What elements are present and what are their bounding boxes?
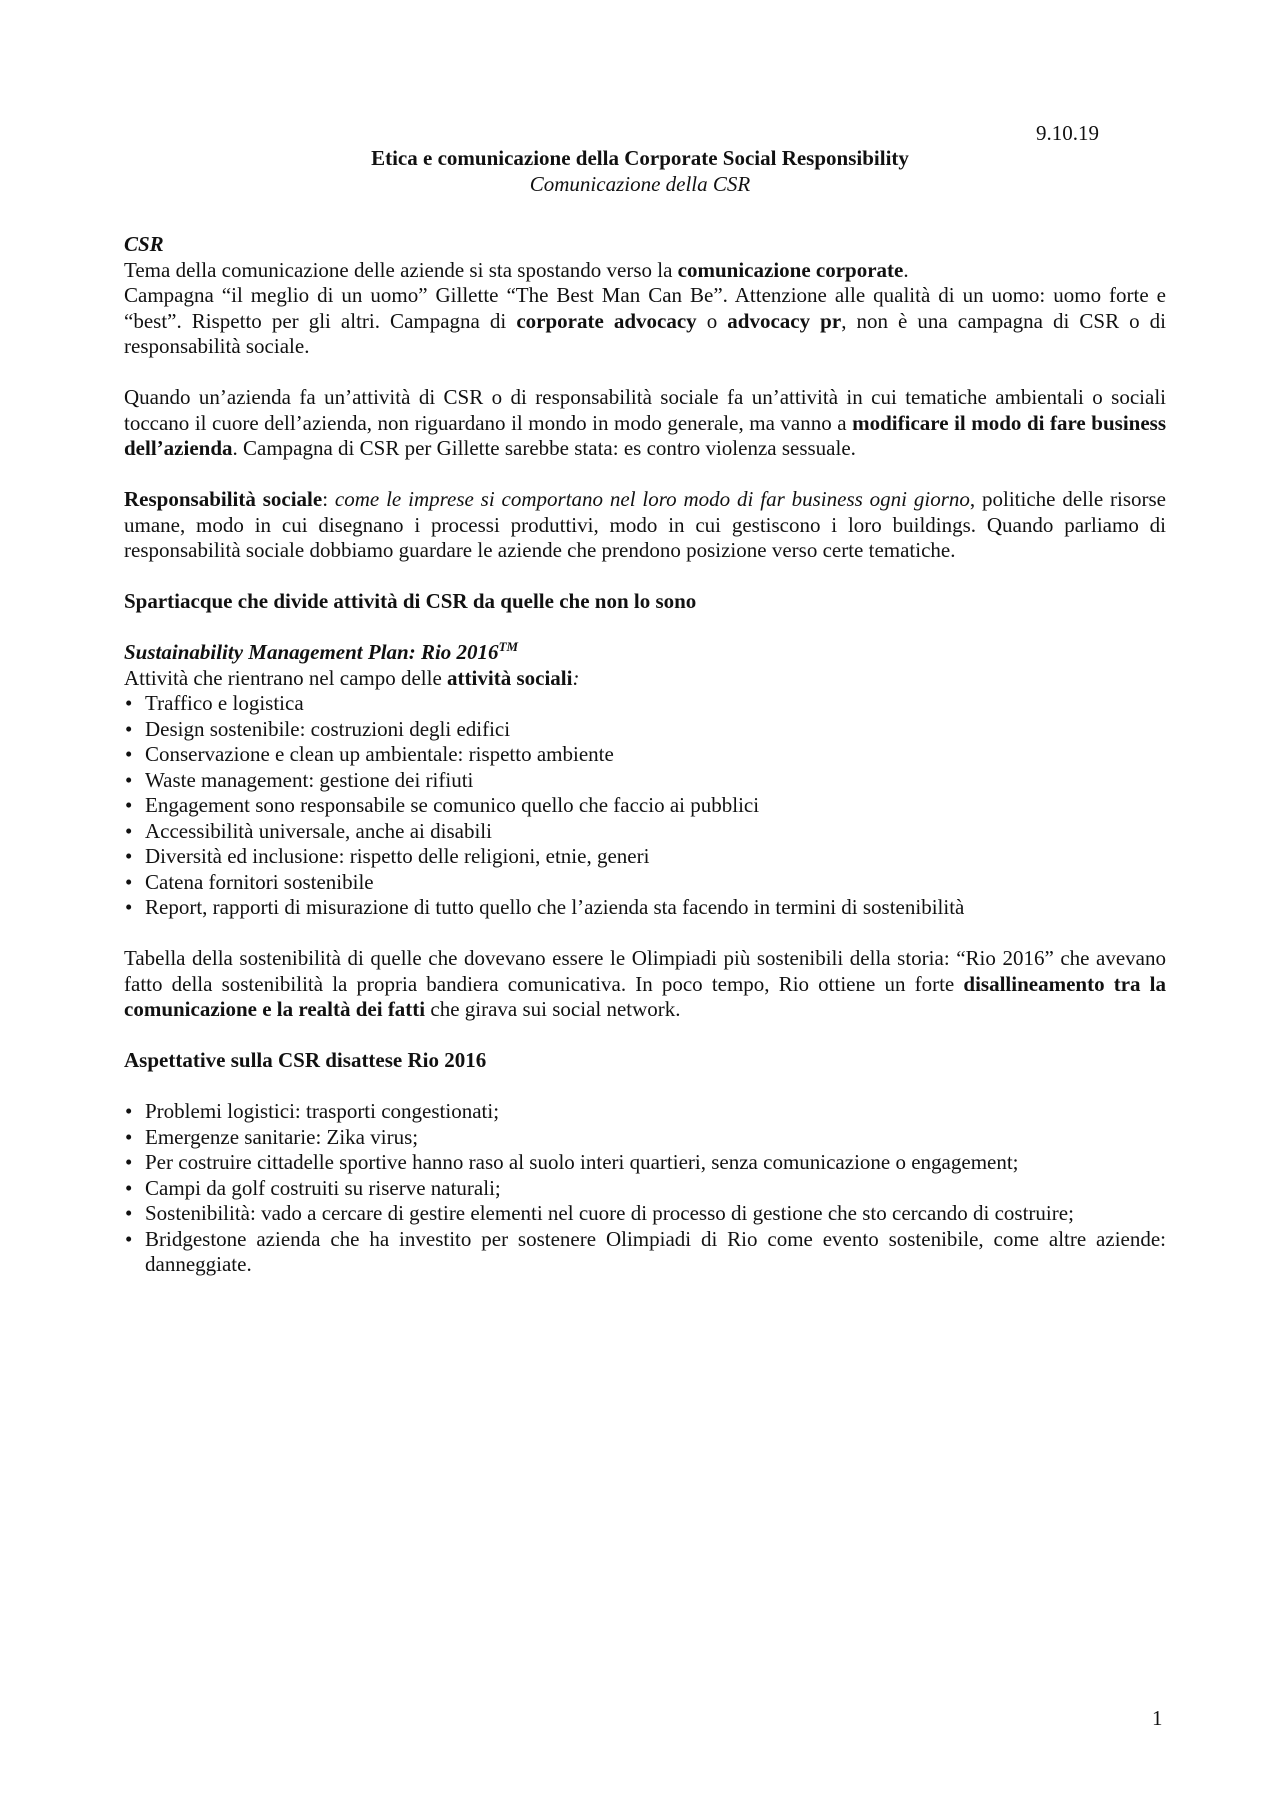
page-number: 1 (1152, 1706, 1163, 1730)
list-item: • Problemi logistici: trasporti congestionati; (124, 1099, 1166, 1125)
bold-term: disallineamento tra la comunicazione e la realtà dei fatti (124, 971, 1166, 1021)
list-item: • Campi da golf costruiti su riserve naturali; (124, 1176, 1166, 1202)
document-body (124, 232, 1166, 1278)
text-run: Campagna “il meglio di un uomo” Gillette “The Best Man Can Be”. Attenzione alle qualità di un uomo: uomo forte e “best”. Rispetto per gli altri. Campagna di (124, 283, 1166, 333)
section-heading-sustainability-plan (124, 640, 1166, 666)
document-title: Etica e comunicazione della Corporate Social Responsibility (371, 146, 909, 170)
paragraph-gillette-campaign (124, 283, 1166, 360)
section-heading-csr: CSR (124, 232, 164, 256)
text-run: : (322, 487, 335, 511)
trademark-superscript: TM (498, 639, 519, 654)
list-item: • Sostenibilità: vado a cercare di gestire elementi nel cuore di processo di gestione che sto cercando di costruire; (124, 1201, 1166, 1227)
bold-term: modificare il modo di fare business dell’azienda (124, 410, 1166, 460)
bold-term: comunicazione corporate (677, 257, 904, 282)
list-item: • Report, rapporti di misurazione di tutto quello che l’azienda sta facendo in termini di sostenibilità (124, 895, 1166, 921)
list-item: • Conservazione e clean up ambientale: rispetto ambiente (124, 742, 1166, 768)
text-run: . (903, 257, 909, 282)
disappointed-expectations-list (124, 1099, 1166, 1278)
section-heading-spartiacque: Spartiacque che divide attività di CSR da quelle che non lo sono (124, 589, 697, 613)
list-item: • Emergenze sanitarie: Zika virus; (124, 1125, 1166, 1151)
list-item: • Design sostenibile: costruzioni degli edifici (124, 717, 1166, 743)
list-item: • Waste management: gestione dei rifiuti (124, 768, 1166, 794)
text-run: Attività che rientrano nel campo delle (124, 665, 448, 690)
paragraph-corporate-communication (124, 258, 1166, 284)
bold-term: advocacy pr (727, 308, 842, 333)
list-item: • Catena fornitori sostenibile (124, 870, 1166, 896)
list-item: • Accessibilità universale, anche ai disabili (124, 819, 1166, 845)
list-item: • Bridgestone azienda che ha investito per sostenere Olimpiadi di Rio come evento sostenibile, come altre aziende: danneggiate. (124, 1227, 1166, 1278)
paragraph-rio-sustainability-table (124, 946, 1166, 1023)
heading-text: Sustainability Management Plan: Rio 2016 (124, 640, 499, 664)
bold-term: attività sociali (447, 665, 573, 690)
bold-term: Responsabilità sociale (124, 487, 323, 511)
text-run: o (696, 308, 728, 333)
text-run: che girava sui social network. (425, 997, 681, 1021)
bold-term: corporate advocacy (516, 308, 697, 333)
paragraph-social-activities-intro (124, 666, 1166, 692)
paragraph-social-responsibility (124, 487, 1166, 564)
section-heading-aspettative: Aspettative sulla CSR disattese Rio 2016 (124, 1048, 487, 1072)
text-run: , politiche delle risorse umane, modo in cui disegnano i processi produttivi, modo in cui gestiscono i loro buildings. Quando parliamo di responsabilità sociale dobbiamo guardare le aziende che prendono posizione verso certe tematiche. (124, 487, 1166, 562)
italic-phrase: come le imprese si comportano nel loro modo di far business ogni giorno (334, 487, 970, 511)
document-subtitle: Comunicazione della CSR (529, 171, 751, 196)
list-item: • Traffico e logistica (124, 691, 1166, 717)
document-header (0, 146, 1280, 197)
list-item: • Engagement sono responsabile se comunico quello che faccio ai pubblici (124, 793, 1166, 819)
list-item: • Per costruire cittadelle sportive hanno raso al suolo interi quartieri, senza comunicazione o engagement; (124, 1150, 1166, 1176)
document-date: 9.10.19 (1036, 121, 1099, 145)
list-item: • Diversità ed inclusione: rispetto delle religioni, etnie, generi (124, 844, 1166, 870)
text-run: Tema della comunicazione delle aziende si sta spostando verso la (124, 257, 678, 282)
text-run: : (572, 665, 580, 690)
text-run: Quando un’azienda fa un’attività di CSR o di responsabilità sociale fa un’attività in cui tematiche ambientali o sociali toccano il cuore dell’azienda, non riguardano il mondo in modo generale, ma vanno a (124, 385, 1166, 435)
social-activities-list (124, 691, 1166, 921)
text-run: . Campagna di CSR per Gillette sarebbe stata: es contro violenza sessuale. (232, 436, 856, 460)
text-run: Tabella della sostenibilità di quelle che dovevano essere le Olimpiadi più sostenibili della storia: “Rio 2016” che avevano fatto della sostenibilità la propria bandiera comunicativa. In poco tempo, Rio ottiene un forte (124, 946, 1166, 996)
text-run: , non è una campagna di CSR o di responsabilità sociale. (124, 308, 1167, 358)
paragraph-csr-activity (124, 385, 1166, 462)
